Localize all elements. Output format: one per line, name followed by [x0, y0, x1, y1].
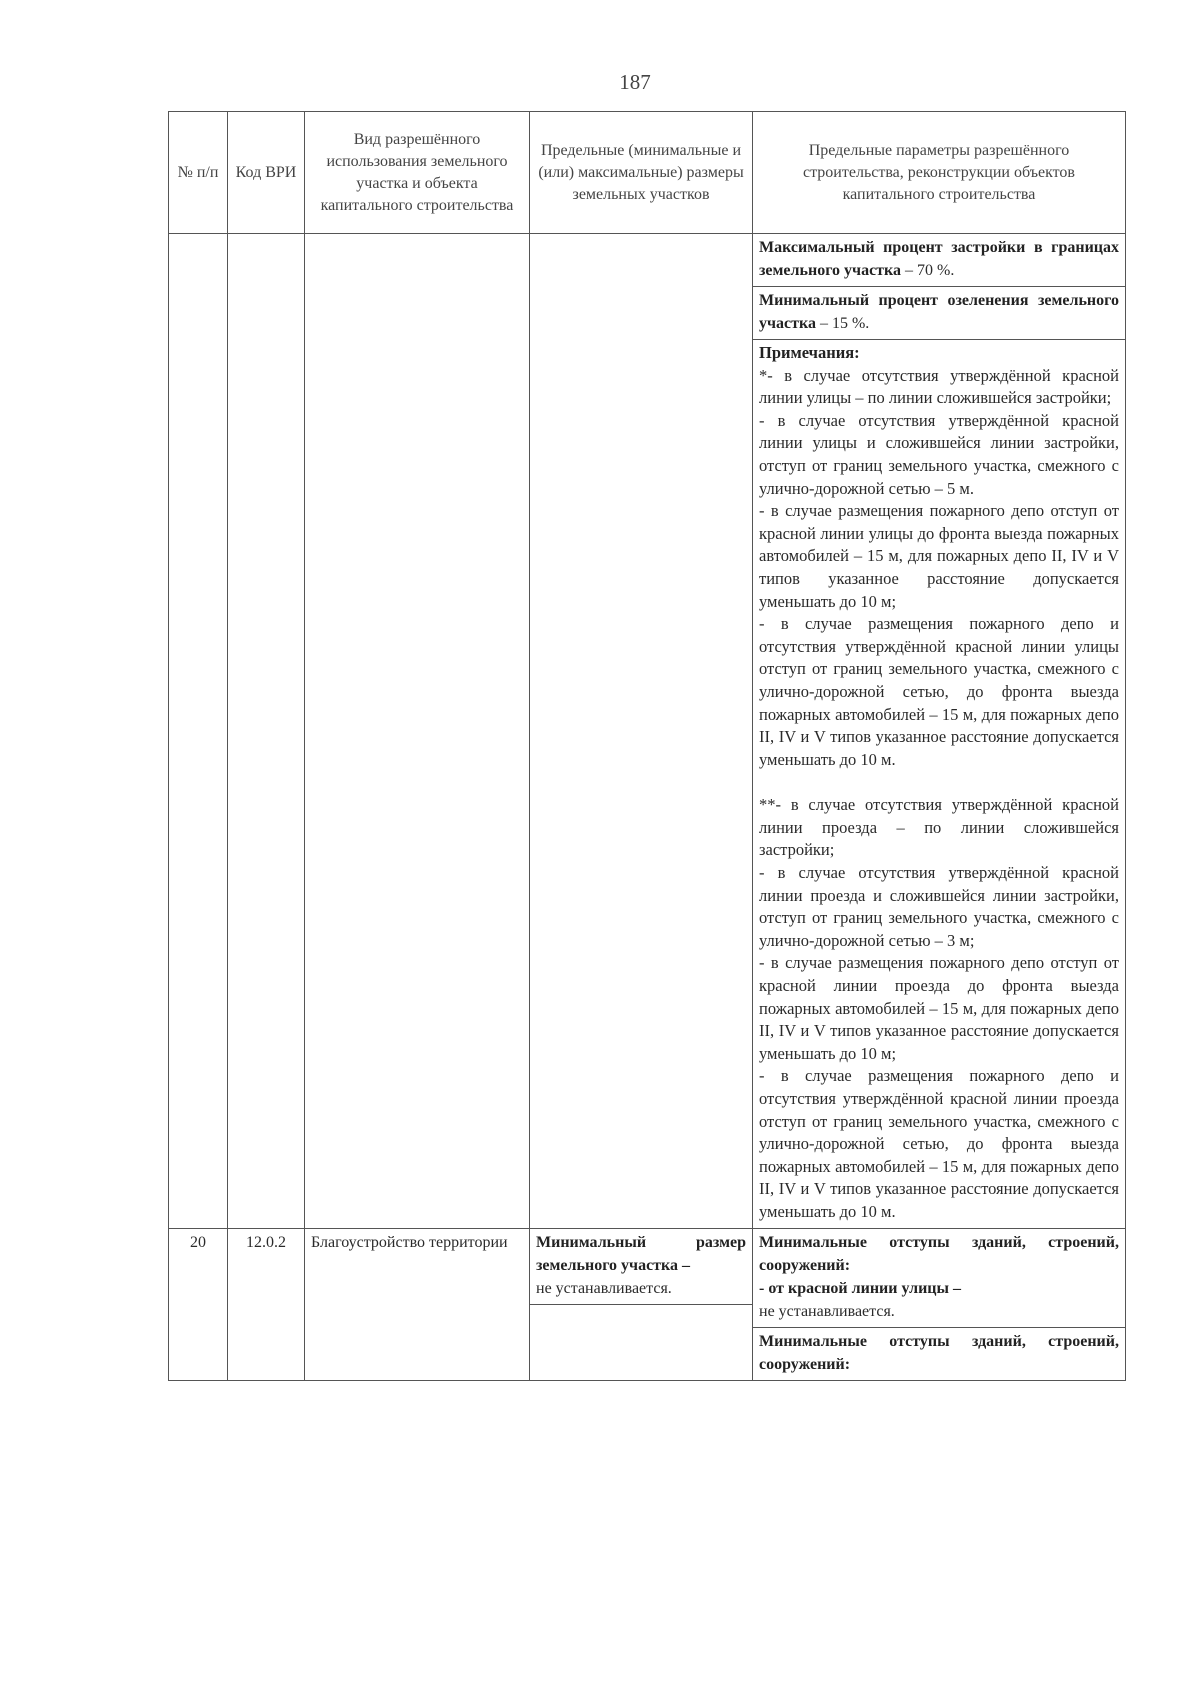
- cell-use-empty: [305, 234, 530, 1229]
- row20-params2-label: Минимальные отступы зданий, строений, сооружений:: [759, 1332, 1119, 1373]
- row20-params1-label: Минимальные отступы зданий, строений, сооружений:: [759, 1233, 1119, 1274]
- notes-title: Примечания:: [759, 343, 860, 362]
- max-coverage-value: – 70 %.: [901, 262, 955, 279]
- min-green-value: – 15 %.: [815, 315, 870, 332]
- header-sizes: Предельные (минимальные и (или) максимальные) размеры земельных участков: [530, 112, 753, 234]
- notes-part2: **- в случае отсутствия утверждённой красной линии проезда – по линии сложившейся застройки; - в случае отсутствия утверждённой красной линии проезда и сложившейся линии застройки, отступ от границ земельного участка, смежного с улично-дорожной сетью – 3 м; - в случае размещения пожарного депо отступ от красной линии проезда до фронта выезда пожарных автомобилей – 15 м, для пожарных депо II, IV и V типов указанное расстояние допускается уменьшать до 10 м; - в случае размещения пожарного депо и отсутствия утверждённой красной линии проезда отступ от границ земельного участка, смежного с улично-дорожной сетью, до фронта выезда пожарных автомобилей – 15 м, для пожарных депо II, IV и V типов указанное расстояние допускается уменьшать до 10 м.: [759, 795, 1119, 1221]
- min-green-block: [753, 286, 1125, 339]
- land-use-table: [168, 111, 1126, 1381]
- cell-row20-sizes: [530, 1228, 753, 1380]
- header-params: Предельные параметры разрешённого строительства, реконструкции объектов капитального строительства: [753, 112, 1126, 234]
- notes-block: [753, 339, 1125, 1228]
- row20-params1-value: не устанавливается.: [759, 1302, 895, 1320]
- cell-row20-params: [753, 1228, 1126, 1380]
- table-header-row: [169, 112, 1126, 234]
- row20-params-block2: [753, 1327, 1125, 1380]
- min-green-label: Минимальный процент озеленения земельного участка: [759, 292, 1119, 332]
- row20-params1-line: - от красной линии улицы –: [759, 1279, 961, 1297]
- cell-row20-num: 20: [169, 1228, 228, 1380]
- cell-params-continuation: [753, 234, 1126, 1229]
- notes-part1: *- в случае отсутствия утверждённой красной линии улицы – по линии сложившейся застройки; - в случае отсутствия утверждённой красной линии улицы и сложившейся линии застройки, отступ от границ земельного участка, смежного с улично-дорожной сетью – 5 м. - в случае размещения пожарного депо отступ от красной линии улицы до фронта выезда пожарных автомобилей – 15 м, для пожарных депо II, IV и V типов указанное расстояние допускается уменьшать до 10 м; - в случае размещения пожарного депо и отсутствия утверждённой красной линии улицы отступ от границ земельного участка, смежного с улично-дорожной сетью, до фронта выезда пожарных автомобилей – 15 м, для пожарных депо II, IV и V типов указанное расстояние допускается уменьшать до 10 м.: [759, 365, 1119, 769]
- max-coverage-block: [753, 234, 1125, 286]
- table-row-20: [169, 1228, 1126, 1380]
- cell-sizes-empty: [530, 234, 753, 1229]
- header-num: № п/п: [169, 112, 228, 234]
- row20-size-label: Минимальный размер земельного участка –: [536, 1233, 746, 1274]
- notes-gap: [759, 771, 1119, 794]
- cell-row20-code: 12.0.2: [228, 1228, 305, 1380]
- cell-code-empty: [228, 234, 305, 1229]
- header-use: Вид разрешённого использования земельного участка и объекта капитального строительства: [305, 112, 530, 234]
- cell-num-empty: [169, 234, 228, 1229]
- row20-size-block: [530, 1229, 752, 1304]
- row20-size-value: не устанавливается.: [536, 1279, 672, 1297]
- table-row-continuation: [169, 234, 1126, 1229]
- page-number: 187: [619, 70, 651, 94]
- row20-params-block1: [753, 1229, 1125, 1327]
- row20-size-empty: [530, 1304, 752, 1359]
- header-code: Код ВРИ: [228, 112, 305, 234]
- cell-row20-use: Благоустройство территории: [305, 1228, 530, 1380]
- max-coverage-label: Максимальный процент застройки в границах земельного участка: [759, 239, 1119, 279]
